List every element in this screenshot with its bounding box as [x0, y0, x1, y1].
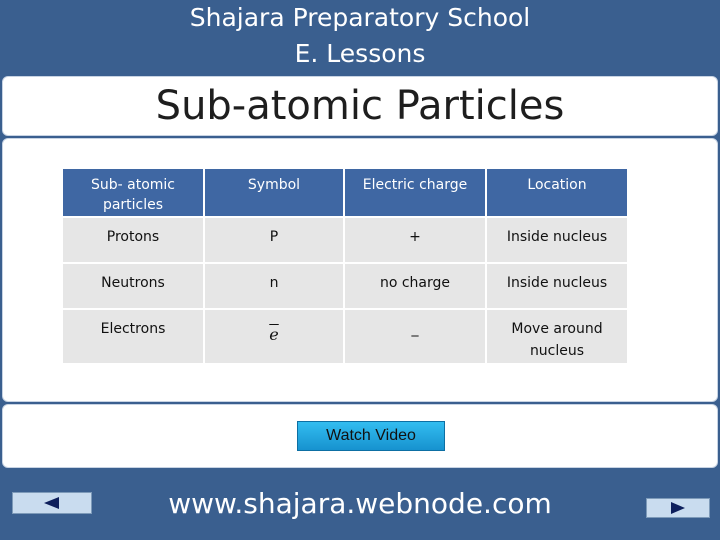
table-row: [63, 218, 627, 262]
particle-cell: Protons: [63, 218, 203, 262]
electron-symbol: $\overline{e}$: [269, 325, 279, 344]
symbol-cell: [205, 310, 343, 363]
location-cell: Inside nucleus: [487, 264, 627, 308]
table-header-row: [63, 169, 627, 216]
symbol-cell: P: [205, 218, 343, 262]
slide-title: Sub-atomic Particles: [155, 83, 565, 129]
content-panel: [2, 138, 718, 402]
right-arrow-icon: [663, 499, 693, 517]
watch-video-button[interactable]: Watch Video: [297, 421, 445, 451]
header-particles: Sub- atomic particles: [63, 169, 203, 216]
previous-button[interactable]: [12, 492, 92, 514]
location-cell: Inside nucleus: [487, 218, 627, 262]
particles-table: [61, 167, 629, 365]
footer-url[interactable]: www.shajara.webnode.com: [168, 487, 552, 520]
video-panel: [2, 404, 718, 468]
school-name: Shajara Preparatory School: [189, 3, 531, 32]
particle-cell: Neutrons: [63, 264, 203, 308]
title-panel: [2, 76, 718, 136]
header-subtitle: E. Lessons: [294, 39, 426, 68]
charge-cell: no charge: [345, 264, 485, 308]
next-button[interactable]: [646, 498, 710, 518]
symbol-cell: n: [205, 264, 343, 308]
header: [0, 0, 720, 76]
header-charge: Electric charge: [345, 169, 485, 216]
location-cell: Move around nucleus: [487, 310, 627, 363]
particle-cell: Electrons: [63, 310, 203, 363]
table-row: [63, 310, 627, 363]
header-symbol: Symbol: [205, 169, 343, 216]
charge-cell: _: [345, 310, 485, 363]
left-arrow-icon: [37, 493, 67, 513]
charge-cell: +: [345, 218, 485, 262]
header-location: Location: [487, 169, 627, 216]
table-row: [63, 264, 627, 308]
